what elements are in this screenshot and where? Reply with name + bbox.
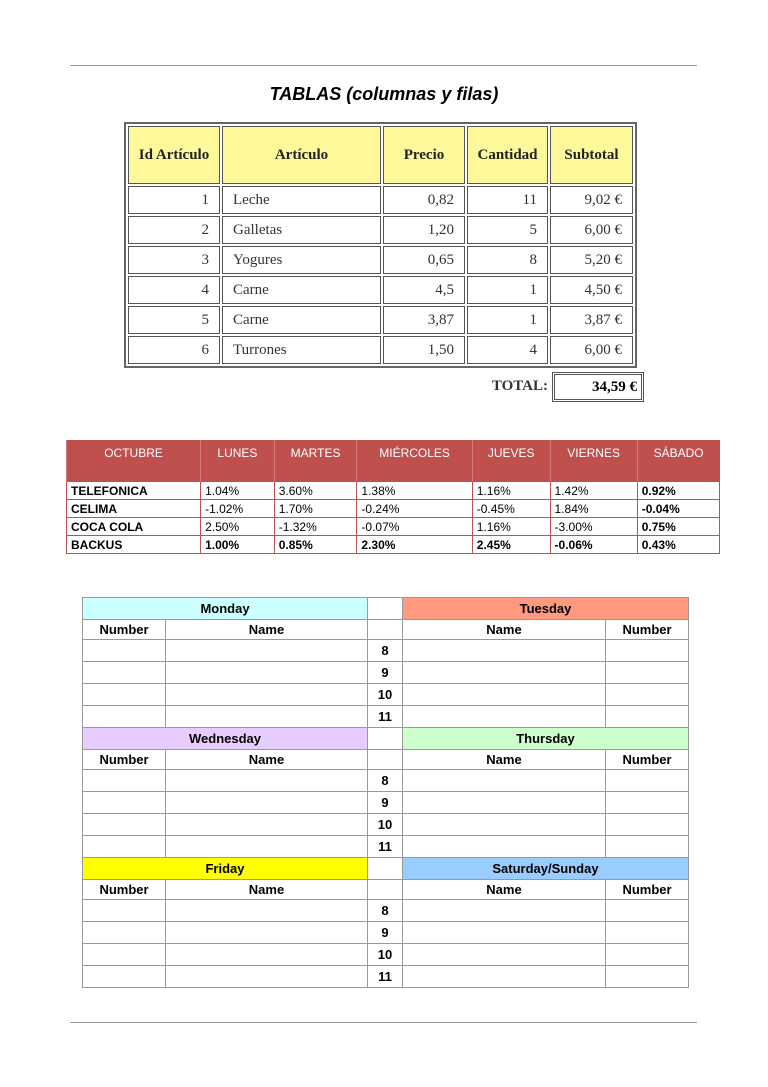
table-cell: 2	[128, 216, 220, 244]
schedule-entry-cell[interactable]	[606, 640, 689, 662]
spacer-cell	[368, 858, 403, 880]
table-cell: 6,00 €	[550, 216, 633, 244]
column-header: Subtotal	[550, 126, 633, 184]
time-slot: 9	[368, 662, 403, 684]
col-name: Name	[166, 620, 368, 640]
table-cell: 5	[128, 306, 220, 334]
schedule-entry-cell[interactable]	[83, 684, 166, 706]
table-cell: 1.70%	[274, 500, 357, 518]
table-cell: -0.45%	[472, 500, 550, 518]
schedule-entry-cell[interactable]	[606, 814, 689, 836]
schedule-entry-cell[interactable]	[403, 922, 606, 944]
table-cell: 4	[467, 336, 548, 364]
table-cell: 1.84%	[550, 500, 637, 518]
day-header-wednesday: Wednesday	[83, 728, 368, 750]
schedule-entry-cell[interactable]	[166, 900, 368, 922]
day-header-row	[83, 598, 689, 620]
schedule-entry-cell[interactable]	[403, 706, 606, 728]
schedule-entry-cell[interactable]	[166, 966, 368, 988]
page-title: TABLAS (columnas y filas)	[269, 84, 499, 104]
table-row	[67, 482, 720, 500]
table-cell: -3.00%	[550, 518, 637, 536]
schedule-row	[83, 684, 689, 706]
articles-table-image	[124, 122, 646, 401]
time-slot: 10	[368, 684, 403, 706]
header-rule	[70, 65, 697, 66]
schedule-entry-cell[interactable]	[606, 836, 689, 858]
table-cell: Galletas	[222, 216, 381, 244]
schedule-entry-cell[interactable]	[83, 966, 166, 988]
table-row	[128, 336, 633, 364]
schedule-entry-cell[interactable]	[606, 662, 689, 684]
spacer-cell	[368, 598, 403, 620]
column-header: Cantidad	[467, 126, 548, 184]
table-cell: 0,65	[383, 246, 465, 274]
table-cell: 3,87	[383, 306, 465, 334]
schedule-entry-cell[interactable]	[166, 706, 368, 728]
table-row	[128, 186, 633, 214]
schedule-entry-cell[interactable]	[403, 814, 606, 836]
table-row	[128, 246, 633, 274]
table-cell: 6	[128, 336, 220, 364]
time-slot: 9	[368, 792, 403, 814]
schedule-entry-cell[interactable]	[403, 944, 606, 966]
schedule-entry-cell[interactable]	[606, 792, 689, 814]
time-slot: 11	[368, 836, 403, 858]
day-header-saturday-sunday: Saturday/Sunday	[403, 858, 689, 880]
spacer-cell	[368, 728, 403, 750]
schedule-entry-cell[interactable]	[403, 640, 606, 662]
table-row	[67, 536, 720, 554]
table-cell: -1.02%	[201, 500, 275, 518]
table-cell: BACKUS	[67, 536, 201, 554]
schedule-entry-cell[interactable]	[83, 900, 166, 922]
column-header: MARTES	[274, 440, 357, 482]
table-cell: 1.42%	[550, 482, 637, 500]
time-slot: 10	[368, 944, 403, 966]
time-slot: 8	[368, 640, 403, 662]
spacer-cell	[368, 620, 403, 640]
schedule-table	[82, 597, 689, 988]
table-cell: 2.45%	[472, 536, 550, 554]
schedule-entry-cell[interactable]	[606, 900, 689, 922]
schedule-entry-cell[interactable]	[166, 922, 368, 944]
time-slot: 8	[368, 770, 403, 792]
table-cell: -0.06%	[550, 536, 637, 554]
schedule-row	[83, 922, 689, 944]
table-cell: 0,82	[383, 186, 465, 214]
table-cell: 3	[128, 246, 220, 274]
column-header: JUEVES	[472, 440, 550, 482]
schedule-row	[83, 900, 689, 922]
table-cell: 2.50%	[201, 518, 275, 536]
schedule-entry-cell[interactable]	[403, 662, 606, 684]
schedule-entry-cell[interactable]	[403, 836, 606, 858]
column-header: OCTUBRE	[67, 440, 201, 482]
schedule-entry-cell[interactable]	[83, 922, 166, 944]
column-header-row	[83, 620, 689, 640]
day-header-friday: Friday	[83, 858, 368, 880]
schedule-row	[83, 814, 689, 836]
schedule-row	[83, 836, 689, 858]
col-name: Name	[166, 750, 368, 770]
table-row	[128, 276, 633, 304]
table-cell: 1	[467, 276, 548, 304]
schedule-entry-cell[interactable]	[606, 944, 689, 966]
time-slot: 10	[368, 814, 403, 836]
col-number: Number	[83, 880, 166, 900]
spacer-cell	[368, 880, 403, 900]
col-number: Number	[83, 620, 166, 640]
schedule-entry-cell[interactable]	[166, 814, 368, 836]
schedule-entry-cell[interactable]	[83, 706, 166, 728]
schedule-entry-cell[interactable]	[83, 792, 166, 814]
time-slot: 8	[368, 900, 403, 922]
col-number: Number	[606, 880, 689, 900]
schedule-row	[83, 792, 689, 814]
schedule-entry-cell[interactable]	[83, 662, 166, 684]
col-number: Number	[606, 620, 689, 640]
schedule-entry-cell[interactable]	[606, 922, 689, 944]
table-row	[128, 306, 633, 334]
table-cell: 9,02 €	[550, 186, 633, 214]
table-cell: 5,20 €	[550, 246, 633, 274]
table-cell: CELIMA	[67, 500, 201, 518]
total-label: TOTAL:	[491, 378, 548, 394]
table-cell: 1.16%	[472, 482, 550, 500]
schedule-row	[83, 662, 689, 684]
day-header-monday: Monday	[83, 598, 368, 620]
column-header: Precio	[383, 126, 465, 184]
table-cell: Carne	[222, 306, 381, 334]
col-number: Number	[606, 750, 689, 770]
time-slot: 9	[368, 922, 403, 944]
time-slot: 11	[368, 706, 403, 728]
table-cell: 0.85%	[274, 536, 357, 554]
schedule-row	[83, 640, 689, 662]
table-cell: TELEFONICA	[67, 482, 201, 500]
table-cell: -0.24%	[357, 500, 472, 518]
schedule-entry-cell[interactable]	[83, 836, 166, 858]
table-cell: 5	[467, 216, 548, 244]
schedule-row	[83, 944, 689, 966]
table-cell: 1.00%	[201, 536, 275, 554]
schedule-entry-cell[interactable]	[166, 770, 368, 792]
schedule-entry-cell[interactable]	[166, 684, 368, 706]
table-row	[67, 500, 720, 518]
total-value: 34,59 €	[552, 372, 644, 402]
column-header: Id Artículo	[128, 126, 220, 184]
table-cell: Turrones	[222, 336, 381, 364]
col-number: Number	[83, 750, 166, 770]
schedule-entry-cell[interactable]	[166, 662, 368, 684]
table-cell: 11	[467, 186, 548, 214]
schedule-entry-cell[interactable]	[606, 706, 689, 728]
table-cell: Yogures	[222, 246, 381, 274]
table-cell: 1,50	[383, 336, 465, 364]
schedule-entry-cell[interactable]	[83, 770, 166, 792]
table-cell: COCA COLA	[67, 518, 201, 536]
table-cell: 0.43%	[637, 536, 719, 554]
schedule-entry-cell[interactable]	[166, 836, 368, 858]
spacer-cell	[368, 750, 403, 770]
day-header-row	[83, 858, 689, 880]
table-cell: 1,20	[383, 216, 465, 244]
day-header-thursday: Thursday	[403, 728, 689, 750]
schedule-entry-cell[interactable]	[166, 944, 368, 966]
table-cell: 2.30%	[357, 536, 472, 554]
day-header-tuesday: Tuesday	[403, 598, 689, 620]
table-cell: 4	[128, 276, 220, 304]
table-cell: -0.07%	[357, 518, 472, 536]
table-cell: 3,87 €	[550, 306, 633, 334]
articles-table	[124, 122, 637, 368]
schedule-row	[83, 706, 689, 728]
footer-rule	[70, 1022, 697, 1023]
column-header: MIÉRCOLES	[357, 440, 472, 482]
table-cell: 0.75%	[637, 518, 719, 536]
table-cell: 1.38%	[357, 482, 472, 500]
schedule-entry-cell[interactable]	[606, 770, 689, 792]
column-header-row	[83, 750, 689, 770]
table-cell: 4,50 €	[550, 276, 633, 304]
table-row	[67, 518, 720, 536]
table-cell: 1.04%	[201, 482, 275, 500]
table-cell: 8	[467, 246, 548, 274]
schedule-entry-cell[interactable]	[403, 900, 606, 922]
col-name: Name	[403, 750, 606, 770]
table-cell: 1.16%	[472, 518, 550, 536]
schedule-entry-cell[interactable]	[606, 684, 689, 706]
col-name: Name	[403, 880, 606, 900]
table-cell: 1	[467, 306, 548, 334]
schedule-entry-cell[interactable]	[403, 770, 606, 792]
schedule-entry-cell[interactable]	[166, 640, 368, 662]
col-name: Name	[403, 620, 606, 640]
table-cell: 4,5	[383, 276, 465, 304]
table-cell: -0.04%	[637, 500, 719, 518]
schedule-row	[83, 966, 689, 988]
time-slot: 11	[368, 966, 403, 988]
schedule-entry-cell[interactable]	[403, 966, 606, 988]
table-cell: Carne	[222, 276, 381, 304]
table-cell: 3.60%	[274, 482, 357, 500]
table-row	[128, 216, 633, 244]
column-header: SÁBADO	[637, 440, 719, 482]
table-cell: -1.32%	[274, 518, 357, 536]
stocks-table	[66, 440, 720, 554]
column-header: LUNES	[201, 440, 275, 482]
total-row	[124, 372, 646, 400]
table-cell: 1	[128, 186, 220, 214]
schedule-entry-cell[interactable]	[166, 792, 368, 814]
table-cell: 0.92%	[637, 482, 719, 500]
schedule-entry-cell[interactable]	[83, 814, 166, 836]
column-header: Artículo	[222, 126, 381, 184]
schedule-entry-cell[interactable]	[403, 792, 606, 814]
col-name: Name	[166, 880, 368, 900]
schedule-entry-cell[interactable]	[83, 944, 166, 966]
schedule-entry-cell[interactable]	[606, 966, 689, 988]
schedule-entry-cell[interactable]	[83, 640, 166, 662]
schedule-entry-cell[interactable]	[403, 684, 606, 706]
column-header-row	[83, 880, 689, 900]
day-header-row	[83, 728, 689, 750]
table-cell: Leche	[222, 186, 381, 214]
table-cell: 6,00 €	[550, 336, 633, 364]
schedule-row	[83, 770, 689, 792]
column-header: VIERNES	[550, 440, 637, 482]
